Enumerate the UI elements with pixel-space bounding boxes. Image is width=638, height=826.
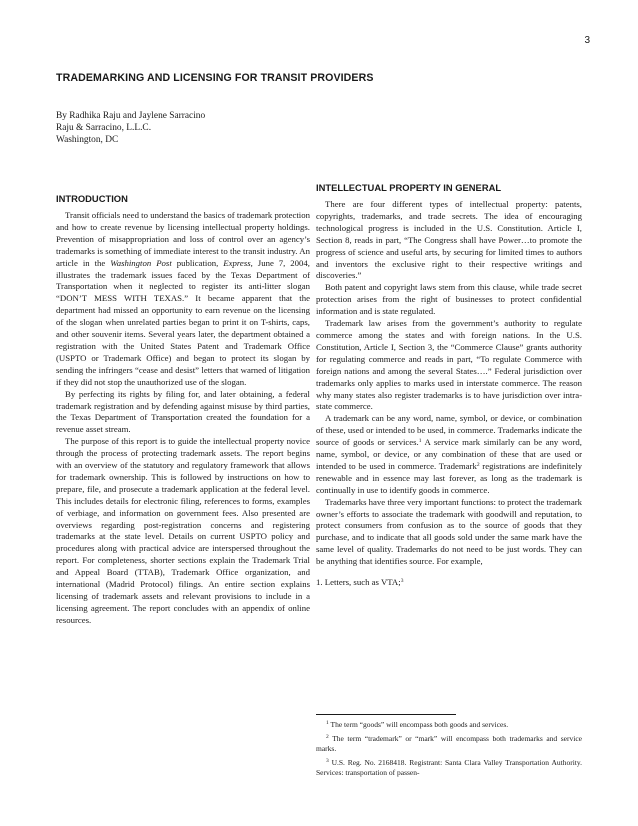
ip-paragraph-2: Both patent and copyright laws stem from this clause, while trade secret protection arises from the right of businesses to protect confidential information and is state regulated. (316, 282, 582, 317)
intro-paragraph-3: The purpose of this report is to guide the intellectual property novice through the process of protecting trademark assets. The report begins with an overview of the statutory and regulatory framework that allows for trademark ownership. This is followed by instructions on how to prepare, file, and prosecute a trademark application at the federal level. This includes details for electronic filing, references to forms, examples of verbiage, and information on government fees. Also presented are overviews regarding post-registration concerns and registering trademarks at the state level. Details on current USPTO policy and procedures along with practical advice are interspersed throughout the report. For completeness, shorter sections explain the Trademark Trial and Appeal Board (TTAB), Trademark Office organization, and international (Madrid Protocol) filings. An entire section explains licensing of trademark assets and relevant provisions to include in a licensing agreement. The report concludes with an appendix of online resources. (56, 436, 310, 625)
introduction-heading: INTRODUCTION (56, 193, 128, 204)
ip-paragraph-5: Trademarks have three very important functions: to protect the trademark owner’s efforts to associate the trademark with goodwill and reputation, to protect consumers from confusion as to the source of goods that they purchase, and to indicate that all goods sold under the same mark have the same level of quality. Trademarks do not need to be just words. They can be anything that identifies source. For example, (316, 496, 582, 567)
footnote-3: $^3$ U.S. Reg. No. 2168418. Registrant: Santa Clara Valley Transportation Authority. Services: transportation of passen- (316, 757, 582, 778)
footnote-2: $^2$ The term “trademark” or “mark” will encompass both trademarks and service marks. (316, 733, 582, 754)
page-title: TRADEMARKING AND LICENSING FOR TRANSIT PROVIDERS (56, 72, 374, 84)
page-number: 3 (584, 35, 590, 46)
list-item: 1. Letters, such as VTA;$^3$ (316, 577, 404, 588)
introduction-section (56, 210, 310, 627)
byline (56, 110, 205, 147)
author-names: By Radhika Raju and Jaylene Sarracino (56, 111, 206, 121)
intellectual-property-section (316, 199, 582, 589)
author-firm: Raju & Sarracino, L.L.C. (56, 123, 152, 134)
footnote-ref-2: 2 (476, 461, 480, 468)
footnotes (316, 720, 582, 782)
author-location: Washington, DC (56, 135, 119, 146)
footnote-ref-1: 1 (418, 438, 422, 445)
footnote-ref-3: 3 (400, 578, 404, 585)
ip-paragraph-3: Trademark law arises from the government’s authority to regulate commerce among the states and with foreign nations. In the U.S. Constitution, Article I, Section 3, the “Commerce Clause” grants authority for regulating commerce and reads in part, “To regulate Commerce with foreign nations and among the several States….” Federal jurisdiction over trademarks only applies to marks used in interstate commerce. The reason why many states also register trademarks is to have jurisdiction over intra-state commerce. (316, 318, 582, 412)
footnote-divider (316, 714, 456, 715)
ip-paragraph-4: A trademark can be any word, name, symbol, or device, or combination of these, used or intended to be used, in commerce. Trademarks indicate the source of goods or services.$^1$ A service mark similarly can be any word, name, symbol, or device, or any combination of these that are used or intended to be used in commerce. Trademark$^2$ registrations are indefinitely renewable and in essence may last forever, as long as the trademark is continually in use to identify goods in commerce. (316, 413, 582, 495)
ip-paragraph-1: There are four different types of intellectual property: patents, copyrights, trademarks, and trade secrets. The idea of encouraging technological progress is included in the U.S. Constitution. Article I, Section 8, reads in part, “The Congress shall have Power…to promote the progress of science and useful arts, by securing for limited times to authors and inventors the exclusive right to their respective writings and discoveries.” (316, 199, 582, 281)
intro-paragraph-1: Transit officials need to understand the basics of trademark protection and how to create revenue by licensing intellectual property holdings. Prevention of misappropriation and loss of control over an agency’s trademarks is something of immediate interest to the transit industry. An article in the Washington Post publication, Express, June 7, 2004, illustrates the trademark issues faced by the Texas Department of Transportation when it neglected to register its anti-litter slogan “DON’T MESS WITH TEXAS.” It became apparent that the department had missed an opportunity to earn revenue on the licensing of the slogan when unrelated parties began to print it on T-shirts, caps, and other souvenir items. Several years later, the department obtained a registration with the United States Patent and Trademark Office (USPTO or Trademark Office) and began to protect its slogan by sending the infringers “cease and desist” letters that warned of litigation if they did not stop the unauthorized use of the slogan. (56, 210, 310, 387)
intro-paragraph-2: By perfecting its rights by filing for, and later obtaining, a federal trademark registration and by defending against misuse by third parties, the Texas Department of Transportation created the foundation for a revenue asset stream. (56, 388, 310, 435)
intellectual-property-heading: INTELLECTUAL PROPERTY IN GENERAL (316, 182, 502, 193)
footnote-1: $^1$ The term “goods” will encompass both goods and services. (326, 720, 509, 729)
